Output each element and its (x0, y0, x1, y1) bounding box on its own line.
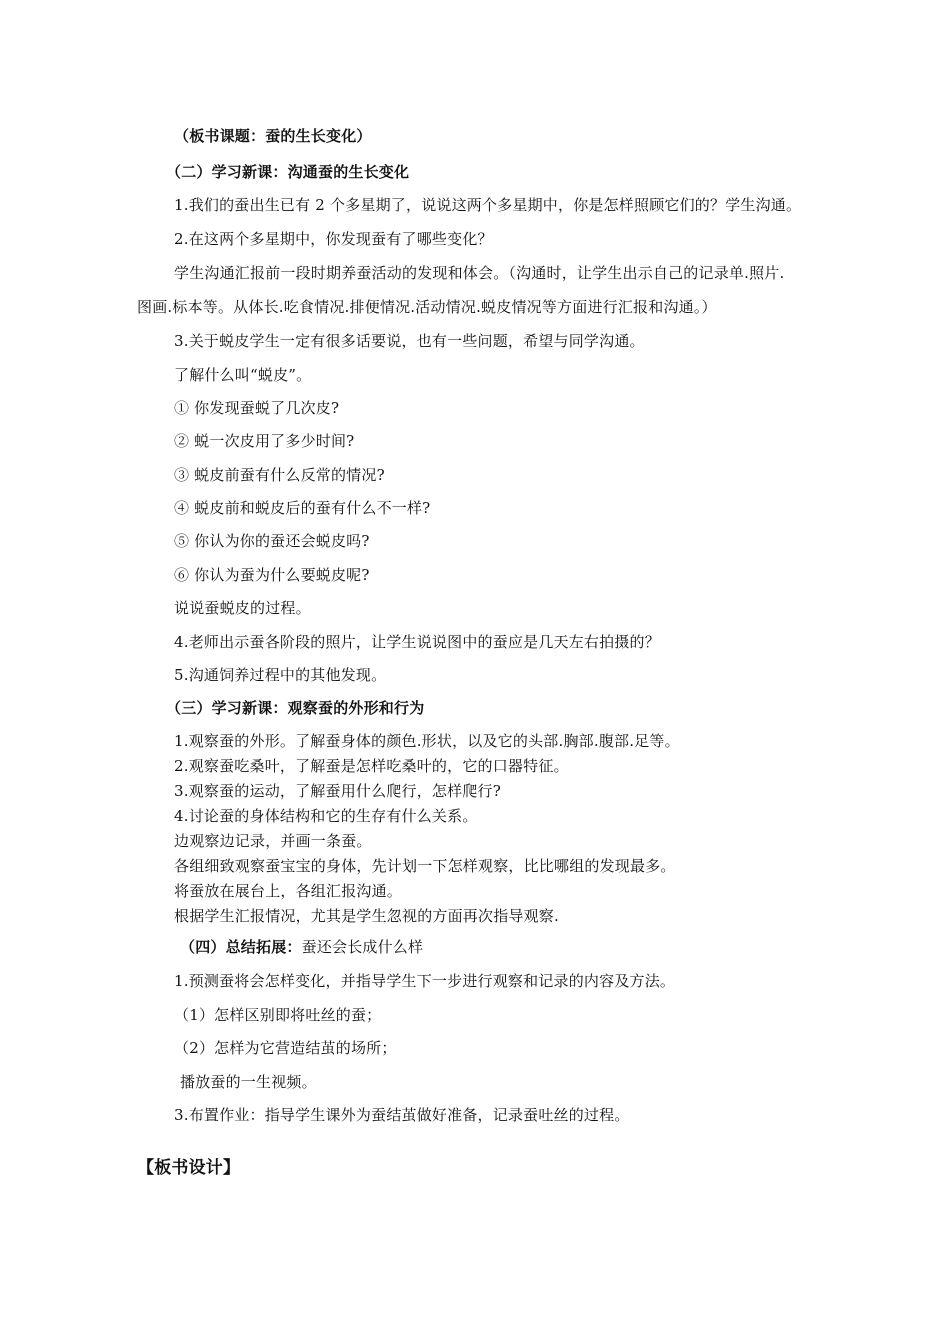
section-4-paragraph-3: （2）怎样为它营造结茧的场所； (174, 1039, 397, 1057)
section-4-paragraph-1: 1.预测蚕将会怎样变化，并指导学生下一步进行观察和记录的内容及方法。 (174, 972, 676, 990)
section-2-paragraph-3-line-1: 学生沟通汇报前一段时期养蚕活动的发现和体会。（沟通时，让学生出示自己的记录单.照片. (174, 264, 785, 282)
section-3-line-1: 1.观察蚕的外形。了解蚕身体的颜色.形状，以及它的头部.胸部.腹部.足等。 (174, 732, 680, 750)
section-3-line-2: 2.观察蚕吃桑叶，了解蚕是怎样吃桑叶的，它的口器特征。 (174, 757, 569, 775)
question-1: ① 你发现蚕蜕了几次皮? (174, 399, 340, 417)
question-3: ③ 蜕皮前蚕有什么反常的情况? (174, 466, 385, 484)
section-2-paragraph-7: 4.老师出示蚕各阶段的照片，让学生说说图中的蚕应是几天左右拍摄的？ (174, 633, 660, 651)
section-2-heading: （二）学习新课：沟通蚕的生长变化 (166, 163, 410, 181)
question-4: ④ 蜕皮前和蜕皮后的蚕有什么不一样? (174, 499, 431, 517)
section-2-paragraph-6: 说说蚕蜕皮的过程。 (174, 599, 311, 617)
board-design-heading: 【板书设计】 (137, 1158, 241, 1178)
section-4-paragraph-5: 3.布置作业：指导学生课外为蚕结茧做好准备，记录蚕吐丝的过程。 (174, 1106, 630, 1124)
section-4-heading-bold: （四）总结拓展： (180, 938, 302, 956)
section-3-line-7: 将蚕放在展台上，各组汇报沟通。 (174, 882, 403, 900)
section-4-heading (180, 937, 423, 957)
question-5: ⑤ 你认为你的蚕还会蜕皮吗? (174, 532, 370, 550)
question-6: ⑥ 你认为蚕为什么要蜕皮呢? (174, 566, 370, 584)
section-2-paragraph-1: 1.我们的蚕出生已有 2 个多星期了，说说这两个多星期中，你是怎样照顾它们的？学生沟通。 (174, 196, 802, 214)
section-4-paragraph-4: 播放蚕的一生视频。 (180, 1073, 317, 1091)
section-4-paragraph-2: （1）怎样区别即将吐丝的蚕； (174, 1006, 382, 1024)
question-2: ② 蜕一次皮用了多少时间? (174, 432, 355, 450)
section-3-heading: （三）学习新课：观察蚕的外形和行为 (166, 699, 425, 717)
section-3-line-5: 边观察边记录，并画一条蚕。 (174, 832, 372, 850)
board-title: （板书课题：蚕的生长变化） (174, 127, 372, 145)
section-3-line-4: 4.讨论蚕的身体结构和它的生存有什么关系。 (174, 807, 478, 825)
section-2-paragraph-3-line-2: 图画.标本等。从体长.吃食情况.排便情况.活动情况.蜕皮情况等方面进行汇报和沟通。） (137, 298, 717, 316)
section-3-line-6: 各组细致观察蚕宝宝的身体，先计划一下怎样观察，比比哪组的发现最多。 (174, 857, 676, 875)
section-2-paragraph-2: 2.在这两个多星期中，你发现蚕有了哪些变化？ (174, 230, 493, 248)
section-2-paragraph-5: 了解什么叫“蜕皮”。 (174, 366, 312, 384)
section-3-line-3: 3.观察蚕的运动，了解蚕用什么爬行，怎样爬行? (174, 782, 501, 800)
section-2-paragraph-8: 5.沟通饲养过程中的其他发现。 (174, 666, 387, 684)
section-2-paragraph-4: 3.关于蜕皮学生一定有很多话要说，也有一些问题，希望与同学沟通。 (174, 332, 645, 350)
section-3-line-8: 根据学生汇报情况，尤其是学生忽视的方面再次指导观察. (174, 907, 559, 925)
section-4-heading-rest: 蚕还会长成什么样 (301, 938, 424, 956)
